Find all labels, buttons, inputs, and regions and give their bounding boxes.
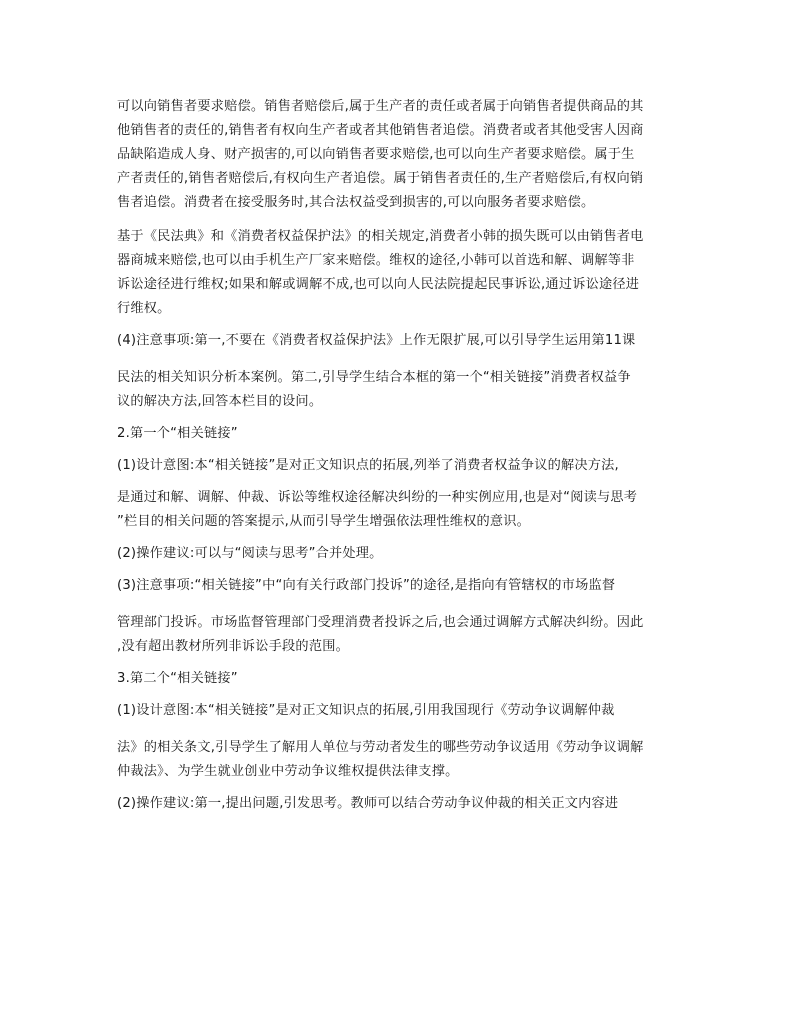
- paragraph-case-analysis: [117, 225, 683, 321]
- paragraph-design-intent-2: [117, 699, 683, 723]
- text-line: (3)注意事项:“相关链接”中“向有关行政部门投诉”的途径,是指向有管辖权的市场监督: [117, 578, 616, 593]
- paragraph-notes-4-cont: [117, 366, 683, 414]
- paragraph-notes-3-cont: [117, 611, 683, 659]
- text-line: 可以向销售者要求赔偿。销售者赔偿后,属于生产者的责任或者属于向销售者提供商品的其: [117, 99, 644, 114]
- text-line: 售者追偿。消费者在接受服务时,其合法权益受到损害的,可以向服务者要求赔偿。: [117, 195, 595, 210]
- paragraph-design-intent-2-cont: [117, 736, 683, 784]
- text-line: 民法的相关知识分析本案例。第二,引导学生结合本框的第一个“相关链接”消费者权益争: [117, 370, 631, 385]
- text-line: 器商城来赔偿,也可以由手机生产厂家来赔偿。维权的途径,小韩可以首选和解、调解等非: [117, 253, 635, 268]
- text-line: 仲裁法》、为学生就业创业中劳动争议维权提供法律支撑。: [117, 764, 459, 779]
- text-line: (1)设计意图:本“相关链接”是对正文知识点的拓展,引用我国现行《劳动争议调解仲裁: [117, 703, 615, 718]
- text-line: 管理部门投诉。市场监督管理部门受理消费者投诉之后,也会通过调解方式解决纠纷。因此: [117, 615, 644, 630]
- text-line: 法》的相关条文,引导学生了解用人单位与劳动者发生的哪些劳动争议适用《劳动争议调解: [117, 740, 644, 755]
- text-line: 行维权。: [117, 301, 171, 316]
- text-line: 基于《民法典》和《消费者权益保护法》的相关规定,消费者小韩的损失既可以由销售者电: [117, 229, 644, 244]
- paragraph-product-liability: [117, 95, 683, 215]
- document-page: [117, 95, 683, 816]
- text-line: 产者责任的,销售者赔偿后,有权向生产者追偿。属于销售者责任的,生产者赔偿后,有权向销: [117, 171, 644, 186]
- text-line: (2)操作建议:可以与“阅读与思考”合并处理。: [117, 546, 383, 561]
- paragraph-notes-3: [117, 574, 683, 598]
- section-heading: 2.第一个“相关链接”: [117, 426, 238, 441]
- text-line: 品缺陷造成人身、财产损害的,可以向销售者要求赔偿,也可以向生产者要求赔偿。属于生: [117, 147, 635, 162]
- text-line: 议的解决方法,回答本栏目的设问。: [117, 394, 323, 409]
- text-line: (2)操作建议:第一,提出问题,引发思考。教师可以结合劳动争议仲裁的相关正文内容进: [117, 796, 619, 811]
- paragraph-operation-1: [117, 542, 683, 566]
- section-heading-2: [117, 422, 683, 446]
- text-line: ,没有超出教材所列非诉讼手段的范围。: [117, 639, 349, 654]
- section-heading-3: [117, 667, 683, 691]
- text-line: ”栏目的相关问题的答案提示,从而引导学生增强依法理性维权的意识。: [117, 514, 531, 529]
- text-line: 他销售者的责任的,销售者有权向生产者或者其他销售者追偿。消费者或者其他受害人因商: [117, 123, 644, 138]
- paragraph-design-intent-1: [117, 454, 683, 478]
- section-heading: 3.第二个“相关链接”: [117, 671, 238, 686]
- text-line: 诉讼途径进行维权;如果和解或调解不成,也可以向人民法院提起民事诉讼,通过诉讼途径进: [117, 277, 640, 292]
- text-line: (4)注意事项:第一,不要在《消费者权益保护法》上作无限扩展,可以引导学生运用第11课: [117, 333, 636, 348]
- paragraph-design-intent-1-cont: [117, 486, 683, 534]
- text-line: 是通过和解、调解、仲裁、诉讼等维权途径解决纠纷的一种实例应用,也是对“阅读与思考: [117, 490, 638, 505]
- paragraph-operation-2: [117, 792, 683, 816]
- paragraph-notes-4: [117, 329, 683, 353]
- text-line: (1)设计意图:本“相关链接”是对正文知识点的拓展,列举了消费者权益争议的解决方法,: [117, 458, 619, 473]
